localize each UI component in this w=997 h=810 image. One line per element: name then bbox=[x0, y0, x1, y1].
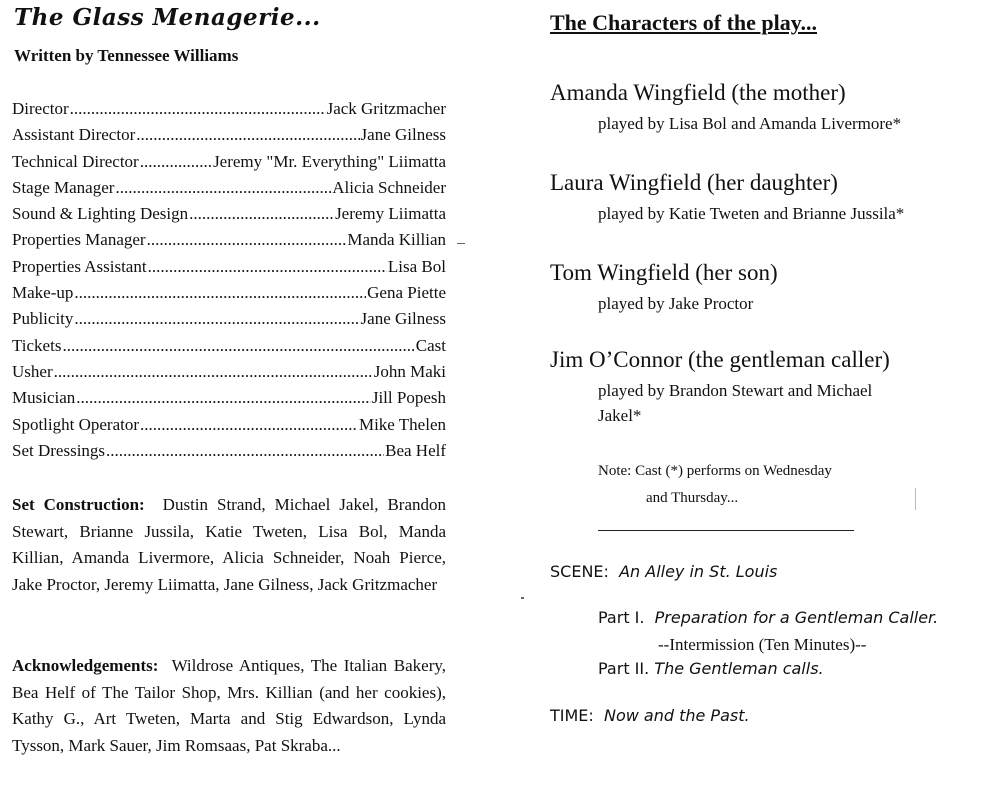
scene-label: SCENE: bbox=[550, 562, 609, 581]
credit-name: Jill Popesh bbox=[371, 388, 446, 408]
credit-row bbox=[12, 254, 446, 280]
part-one-title: Preparation for a Gentleman Caller. bbox=[654, 608, 939, 627]
credit-name: Mike Thelen bbox=[358, 414, 446, 434]
credit-role: Director bbox=[12, 99, 69, 118]
character-name: Tom Wingfield (her son) bbox=[550, 260, 778, 285]
credit-role: Publicity bbox=[12, 309, 74, 329]
cast-note-line1: Note: Cast (*) performs on Wednesday bbox=[598, 463, 832, 479]
character-entry bbox=[550, 258, 970, 316]
set-construction-label: Set Construction: bbox=[12, 495, 145, 514]
credit-row bbox=[12, 96, 446, 122]
dot-leader bbox=[189, 201, 334, 227]
character-cast: played by Katie Tweten and Brianne Jussila* bbox=[598, 204, 905, 223]
credit-role: Properties Assistant bbox=[12, 256, 147, 276]
dot-leader bbox=[54, 359, 373, 385]
credit-name: Alicia Schneider bbox=[332, 177, 446, 197]
part-one-label: Part I. bbox=[598, 608, 645, 627]
divider bbox=[598, 530, 854, 531]
part-two-title: The Gentleman calls. bbox=[654, 659, 824, 678]
credit-row bbox=[12, 122, 446, 148]
character-cast: played by Jake Proctor bbox=[598, 294, 754, 313]
credit-name: Jack Gritzmacher bbox=[326, 99, 446, 118]
credit-row bbox=[12, 227, 446, 253]
credit-role: Stage Manager bbox=[12, 177, 115, 197]
time-line bbox=[550, 706, 750, 725]
credit-role: Set Dressings bbox=[12, 440, 106, 460]
scan-speck bbox=[457, 243, 465, 244]
credit-row bbox=[12, 438, 446, 464]
credit-role: Musician bbox=[12, 388, 76, 408]
character-cast: played by Lisa Bol and Amanda Livermore* bbox=[598, 114, 902, 133]
dot-leader bbox=[76, 385, 371, 411]
credit-name: Jane Gilness bbox=[360, 309, 446, 329]
credit-row bbox=[12, 280, 446, 306]
credit-row bbox=[12, 333, 446, 359]
credit-row bbox=[12, 412, 446, 438]
credit-role: Properties Manager bbox=[12, 230, 146, 250]
dot-leader bbox=[140, 412, 358, 438]
scan-speck bbox=[521, 597, 524, 599]
characters-heading: The Characters of the play... bbox=[550, 10, 818, 35]
character-cast: played by Brandon Stewart and Michael Jakel* bbox=[598, 381, 873, 425]
dot-leader bbox=[140, 149, 212, 175]
credit-name: Bea Helf bbox=[385, 440, 446, 460]
character-name: Amanda Wingfield (the mother) bbox=[550, 80, 846, 105]
credit-role: Sound & Lighting Design bbox=[12, 204, 189, 224]
credit-row bbox=[12, 306, 446, 332]
dot-leader bbox=[74, 306, 359, 332]
acknowledgements-text: Wildrose Antiques, The Italian Bakery, Bea Helf of The Tailor Shop, Mrs. Killian (and her cookies), Kathy G., Art Tweten, Marta and Stig Edwardson, Lynda Tysson, Mark Sauer, Jim Romsaas, Pat Skraba... bbox=[12, 656, 446, 755]
time-label: TIME: bbox=[550, 706, 594, 725]
scene-value: An Alley in St. Louis bbox=[619, 562, 778, 581]
credit-row bbox=[12, 359, 446, 385]
time-value: Now and the Past. bbox=[603, 706, 750, 725]
dot-leader bbox=[148, 254, 387, 280]
dot-leader bbox=[136, 122, 359, 148]
credit-role: Tickets bbox=[12, 335, 62, 355]
set-construction-text: Dustin Strand, Michael Jakel, Brandon Stewart, Brianne Jussila, Katie Tweten, Lisa Bol, Manda Killian, Amanda Livermore, Alicia Schneider, Noah Pierce, Jake Proctor, Jeremy Liimatta, Jane Gilness, Jack Gritzmacher bbox=[12, 495, 446, 594]
acknowledgements bbox=[12, 653, 446, 759]
scene-line bbox=[550, 562, 777, 581]
credit-name: Lisa Bol bbox=[387, 256, 446, 276]
character-name: Jim O’Connor (the gentleman caller) bbox=[550, 347, 890, 372]
credit-role: Usher bbox=[12, 361, 53, 381]
cast-note-line2: and Thursday... bbox=[646, 490, 739, 506]
dot-leader bbox=[147, 227, 347, 253]
dot-leader bbox=[70, 96, 326, 122]
credit-role: Make-up bbox=[12, 283, 74, 303]
cast-note bbox=[598, 458, 832, 512]
dot-leader bbox=[74, 280, 366, 306]
dot-leader bbox=[62, 333, 414, 359]
credit-row bbox=[12, 149, 446, 175]
author-line: Written by Tennessee Williams bbox=[14, 46, 239, 65]
credit-name: John Maki bbox=[373, 361, 446, 381]
intermission: --Intermission (Ten Minutes)-- bbox=[658, 635, 867, 654]
character-entry bbox=[550, 168, 970, 226]
part-two bbox=[598, 659, 824, 678]
credits-list bbox=[12, 96, 446, 464]
credit-name: Gena Piette bbox=[367, 283, 446, 303]
credit-role: Technical Director bbox=[12, 151, 139, 171]
character-name: Laura Wingfield (her daughter) bbox=[550, 170, 838, 195]
credit-role: Assistant Director bbox=[12, 125, 136, 145]
credit-name: Jeremy Liimatta bbox=[335, 204, 446, 224]
credit-name: Jeremy "Mr. Everything" Liimatta bbox=[213, 151, 446, 171]
character-entry bbox=[550, 78, 970, 136]
credit-name: Jane Gilness bbox=[360, 125, 446, 145]
credit-row bbox=[12, 201, 446, 227]
scan-speck bbox=[915, 488, 916, 510]
play-title: The Glass Menagerie... bbox=[14, 4, 321, 31]
dot-leader bbox=[115, 175, 331, 201]
set-construction bbox=[12, 492, 446, 598]
credit-role: Spotlight Operator bbox=[12, 414, 140, 434]
acknowledgements-label: Acknowledgements: bbox=[12, 656, 159, 675]
dot-leader bbox=[106, 438, 384, 464]
credit-name: Manda Killian bbox=[347, 230, 446, 250]
character-entry bbox=[550, 345, 970, 428]
credit-row bbox=[12, 175, 446, 201]
credit-row bbox=[12, 385, 446, 411]
credit-name: Cast bbox=[415, 335, 446, 355]
part-one bbox=[598, 608, 938, 627]
part-two-label: Part II. bbox=[598, 659, 650, 678]
